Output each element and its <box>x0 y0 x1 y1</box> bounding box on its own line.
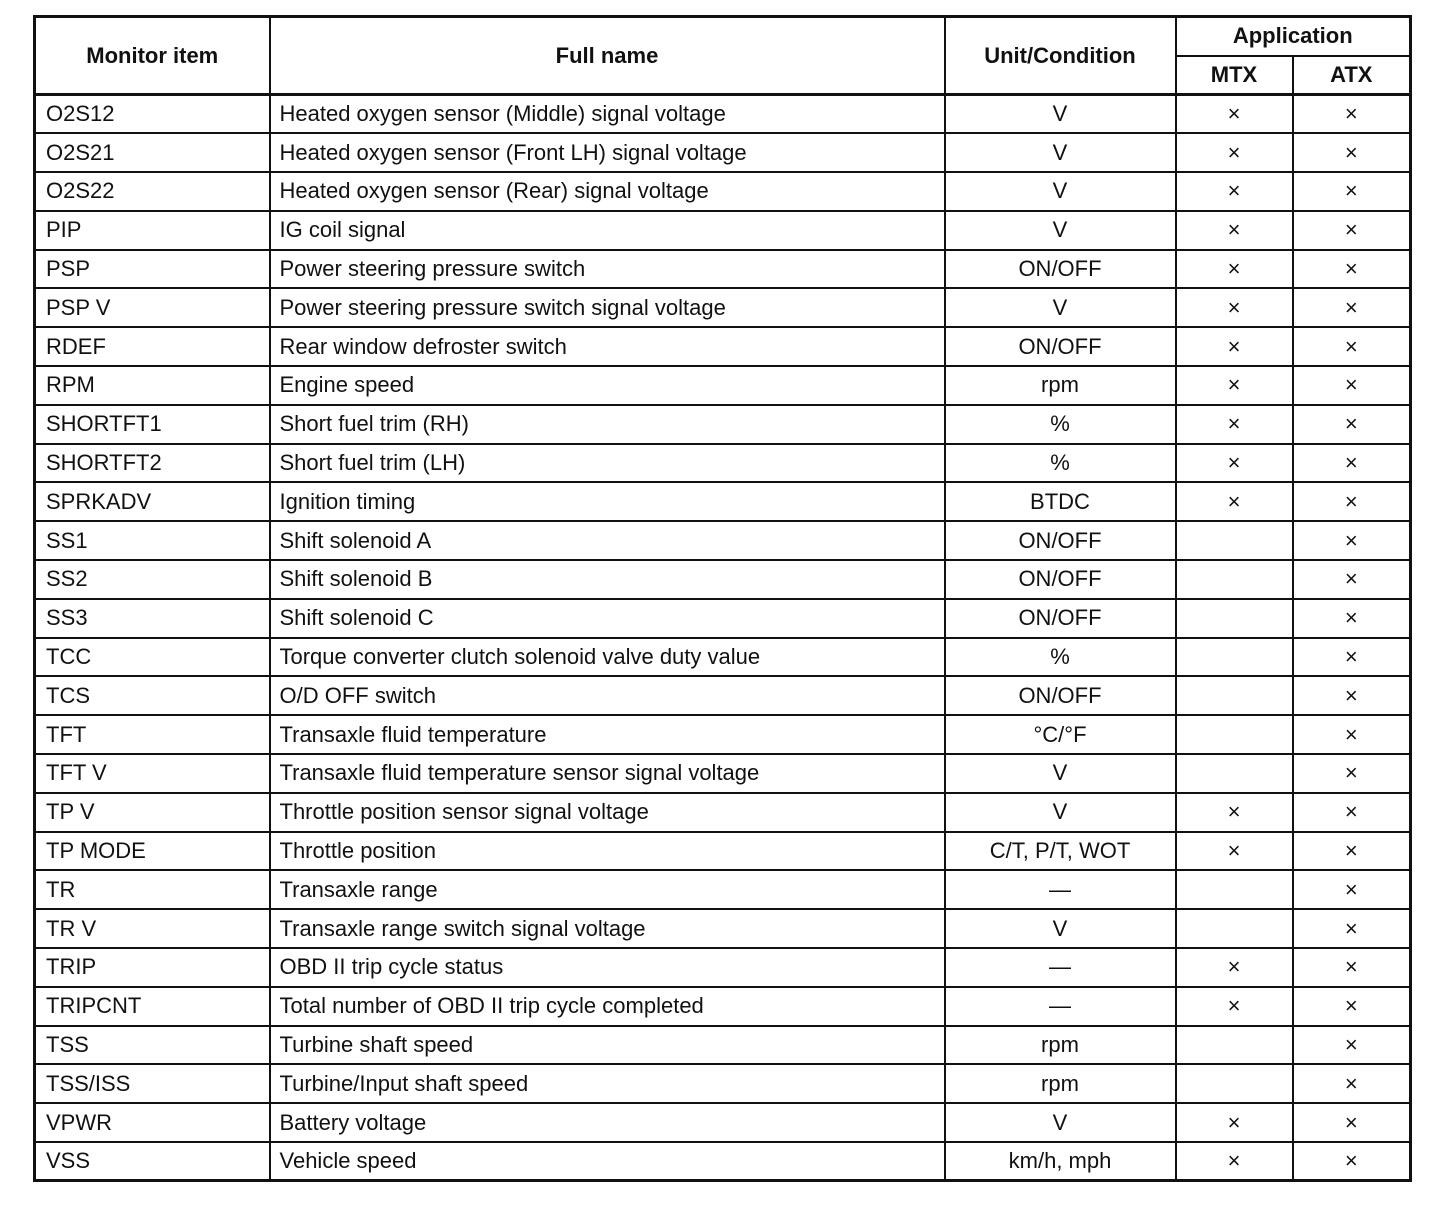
unit-condition-cell: % <box>945 638 1176 677</box>
unit-condition-cell: % <box>945 405 1176 444</box>
full-name-cell: Rear window defroster switch <box>270 327 945 366</box>
unit-condition-cell: V <box>945 288 1176 327</box>
unit-condition-cell: V <box>945 793 1176 832</box>
mtx-application-cell: × <box>1176 327 1293 366</box>
table-row <box>35 1103 1411 1142</box>
mtx-application-cell: × <box>1176 211 1293 250</box>
unit-condition-cell: % <box>945 444 1176 483</box>
monitor-item-cell: RDEF <box>35 327 270 366</box>
full-name-cell: Heated oxygen sensor (Rear) signal voltage <box>270 172 945 211</box>
monitor-item-cell: TRIP <box>35 948 270 987</box>
mtx-application-cell: × <box>1176 133 1293 172</box>
atx-application-cell: × <box>1293 754 1411 793</box>
table-row <box>35 676 1411 715</box>
table-row <box>35 1064 1411 1103</box>
table-row <box>35 1026 1411 1065</box>
full-name-cell: Ignition timing <box>270 482 945 521</box>
atx-application-cell: × <box>1293 250 1411 289</box>
table-row <box>35 211 1411 250</box>
monitor-item-cell: TP V <box>35 793 270 832</box>
unit-condition-cell: rpm <box>945 1064 1176 1103</box>
monitor-item-cell: O2S22 <box>35 172 270 211</box>
table-row <box>35 133 1411 172</box>
atx-application-cell: × <box>1293 909 1411 948</box>
unit-condition-cell: V <box>945 1103 1176 1142</box>
full-name-cell: Shift solenoid A <box>270 521 945 560</box>
atx-application-cell: × <box>1293 172 1411 211</box>
header-full-name: Full name <box>270 17 945 95</box>
table-row <box>35 366 1411 405</box>
monitor-item-cell: TR <box>35 870 270 909</box>
table-row <box>35 948 1411 987</box>
full-name-cell: Throttle position <box>270 832 945 871</box>
table-row <box>35 405 1411 444</box>
unit-condition-cell: ON/OFF <box>945 250 1176 289</box>
monitor-item-cell: SS1 <box>35 521 270 560</box>
unit-condition-cell: V <box>945 133 1176 172</box>
full-name-cell: IG coil signal <box>270 211 945 250</box>
unit-condition-cell: V <box>945 172 1176 211</box>
unit-condition-cell: rpm <box>945 366 1176 405</box>
full-name-cell: Heated oxygen sensor (Front LH) signal voltage <box>270 133 945 172</box>
table-row <box>35 987 1411 1026</box>
mtx-application-cell: × <box>1176 444 1293 483</box>
mtx-application-cell: × <box>1176 987 1293 1026</box>
table-row <box>35 327 1411 366</box>
table-row <box>35 250 1411 289</box>
table-body <box>35 95 1411 1181</box>
table-row <box>35 754 1411 793</box>
header-unit-condition: Unit/Condition <box>945 17 1176 95</box>
mtx-application-cell: × <box>1176 172 1293 211</box>
table-row <box>35 482 1411 521</box>
mtx-application-cell <box>1176 560 1293 599</box>
mtx-application-cell: × <box>1176 288 1293 327</box>
full-name-cell: Engine speed <box>270 366 945 405</box>
monitor-item-cell: SS2 <box>35 560 270 599</box>
monitor-item-cell: O2S12 <box>35 95 270 134</box>
table-row <box>35 909 1411 948</box>
mtx-application-cell <box>1176 870 1293 909</box>
atx-application-cell: × <box>1293 793 1411 832</box>
full-name-cell: Shift solenoid C <box>270 599 945 638</box>
full-name-cell: Short fuel trim (LH) <box>270 444 945 483</box>
full-name-cell: Battery voltage <box>270 1103 945 1142</box>
header-monitor-item: Monitor item <box>35 17 270 95</box>
monitor-item-cell: VSS <box>35 1142 270 1181</box>
monitor-item-cell: TFT V <box>35 754 270 793</box>
monitor-item-cell: SHORTFT1 <box>35 405 270 444</box>
atx-application-cell: × <box>1293 715 1411 754</box>
table-row <box>35 1142 1411 1181</box>
mtx-application-cell <box>1176 909 1293 948</box>
table-row <box>35 715 1411 754</box>
table-row <box>35 793 1411 832</box>
table-row <box>35 638 1411 677</box>
atx-application-cell: × <box>1293 676 1411 715</box>
atx-application-cell: × <box>1293 288 1411 327</box>
mtx-application-cell: × <box>1176 1103 1293 1142</box>
mtx-application-cell <box>1176 1064 1293 1103</box>
unit-condition-cell: rpm <box>945 1026 1176 1065</box>
unit-condition-cell: ON/OFF <box>945 327 1176 366</box>
table-row <box>35 172 1411 211</box>
mtx-application-cell: × <box>1176 95 1293 134</box>
atx-application-cell: × <box>1293 560 1411 599</box>
mtx-application-cell: × <box>1176 948 1293 987</box>
monitor-item-cell: TSS <box>35 1026 270 1065</box>
monitor-item-cell: SS3 <box>35 599 270 638</box>
monitor-item-cell: TCC <box>35 638 270 677</box>
atx-application-cell: × <box>1293 1026 1411 1065</box>
atx-application-cell: × <box>1293 521 1411 560</box>
full-name-cell: Turbine shaft speed <box>270 1026 945 1065</box>
table-row <box>35 95 1411 134</box>
full-name-cell: Shift solenoid B <box>270 560 945 599</box>
atx-application-cell: × <box>1293 1064 1411 1103</box>
header-mtx: MTX <box>1176 56 1293 95</box>
unit-condition-cell: °C/°F <box>945 715 1176 754</box>
monitor-item-cell: PSP V <box>35 288 270 327</box>
atx-application-cell: × <box>1293 832 1411 871</box>
mtx-application-cell: × <box>1176 366 1293 405</box>
full-name-cell: Vehicle speed <box>270 1142 945 1181</box>
monitor-item-cell: SPRKADV <box>35 482 270 521</box>
monitor-item-cell: TR V <box>35 909 270 948</box>
table-row <box>35 599 1411 638</box>
unit-condition-cell: — <box>945 870 1176 909</box>
atx-application-cell: × <box>1293 366 1411 405</box>
monitor-item-cell: PIP <box>35 211 270 250</box>
full-name-cell: Power steering pressure switch signal voltage <box>270 288 945 327</box>
monitor-item-cell: TP MODE <box>35 832 270 871</box>
mtx-application-cell <box>1176 599 1293 638</box>
atx-application-cell: × <box>1293 133 1411 172</box>
mtx-application-cell <box>1176 676 1293 715</box>
full-name-cell: O/D OFF switch <box>270 676 945 715</box>
header-application: Application <box>1176 17 1411 56</box>
mtx-application-cell: × <box>1176 793 1293 832</box>
full-name-cell: Turbine/Input shaft speed <box>270 1064 945 1103</box>
atx-application-cell: × <box>1293 95 1411 134</box>
mtx-application-cell <box>1176 1026 1293 1065</box>
mtx-application-cell: × <box>1176 1142 1293 1181</box>
monitor-item-table <box>33 15 1412 1182</box>
atx-application-cell: × <box>1293 1142 1411 1181</box>
table-row <box>35 521 1411 560</box>
atx-application-cell: × <box>1293 638 1411 677</box>
full-name-cell: Throttle position sensor signal voltage <box>270 793 945 832</box>
table-row <box>35 832 1411 871</box>
full-name-cell: Power steering pressure switch <box>270 250 945 289</box>
atx-application-cell: × <box>1293 1103 1411 1142</box>
unit-condition-cell: V <box>945 909 1176 948</box>
unit-condition-cell: C/T, P/T, WOT <box>945 832 1176 871</box>
full-name-cell: OBD II trip cycle status <box>270 948 945 987</box>
monitor-item-cell: TCS <box>35 676 270 715</box>
monitor-item-cell: TSS/ISS <box>35 1064 270 1103</box>
monitor-item-cell: O2S21 <box>35 133 270 172</box>
unit-condition-cell: V <box>945 754 1176 793</box>
unit-condition-cell: — <box>945 987 1176 1026</box>
unit-condition-cell: — <box>945 948 1176 987</box>
monitor-item-cell: TFT <box>35 715 270 754</box>
full-name-cell: Torque converter clutch solenoid valve duty value <box>270 638 945 677</box>
monitor-item-cell: SHORTFT2 <box>35 444 270 483</box>
unit-condition-cell: ON/OFF <box>945 599 1176 638</box>
table-row <box>35 444 1411 483</box>
full-name-cell: Transaxle range <box>270 870 945 909</box>
atx-application-cell: × <box>1293 987 1411 1026</box>
table-row <box>35 288 1411 327</box>
mtx-application-cell: × <box>1176 832 1293 871</box>
mtx-application-cell: × <box>1176 482 1293 521</box>
full-name-cell: Transaxle fluid temperature <box>270 715 945 754</box>
unit-condition-cell: ON/OFF <box>945 676 1176 715</box>
atx-application-cell: × <box>1293 444 1411 483</box>
unit-condition-cell: ON/OFF <box>945 560 1176 599</box>
mtx-application-cell <box>1176 521 1293 560</box>
full-name-cell: Total number of OBD II trip cycle completed <box>270 987 945 1026</box>
atx-application-cell: × <box>1293 211 1411 250</box>
unit-condition-cell: V <box>945 95 1176 134</box>
monitor-item-cell: TRIPCNT <box>35 987 270 1026</box>
full-name-cell: Transaxle range switch signal voltage <box>270 909 945 948</box>
monitor-item-cell: RPM <box>35 366 270 405</box>
atx-application-cell: × <box>1293 405 1411 444</box>
full-name-cell: Transaxle fluid temperature sensor signal voltage <box>270 754 945 793</box>
unit-condition-cell: ON/OFF <box>945 521 1176 560</box>
atx-application-cell: × <box>1293 482 1411 521</box>
monitor-item-cell: VPWR <box>35 1103 270 1142</box>
full-name-cell: Heated oxygen sensor (Middle) signal voltage <box>270 95 945 134</box>
table-row <box>35 870 1411 909</box>
mtx-application-cell <box>1176 715 1293 754</box>
unit-condition-cell: V <box>945 211 1176 250</box>
full-name-cell: Short fuel trim (RH) <box>270 405 945 444</box>
unit-condition-cell: BTDC <box>945 482 1176 521</box>
mtx-application-cell: × <box>1176 250 1293 289</box>
table-header <box>35 17 1411 95</box>
mtx-application-cell <box>1176 754 1293 793</box>
unit-condition-cell: km/h, mph <box>945 1142 1176 1181</box>
monitor-item-cell: PSP <box>35 250 270 289</box>
mtx-application-cell <box>1176 638 1293 677</box>
table-row <box>35 560 1411 599</box>
header-atx: ATX <box>1293 56 1411 95</box>
atx-application-cell: × <box>1293 870 1411 909</box>
atx-application-cell: × <box>1293 327 1411 366</box>
mtx-application-cell: × <box>1176 405 1293 444</box>
atx-application-cell: × <box>1293 599 1411 638</box>
atx-application-cell: × <box>1293 948 1411 987</box>
